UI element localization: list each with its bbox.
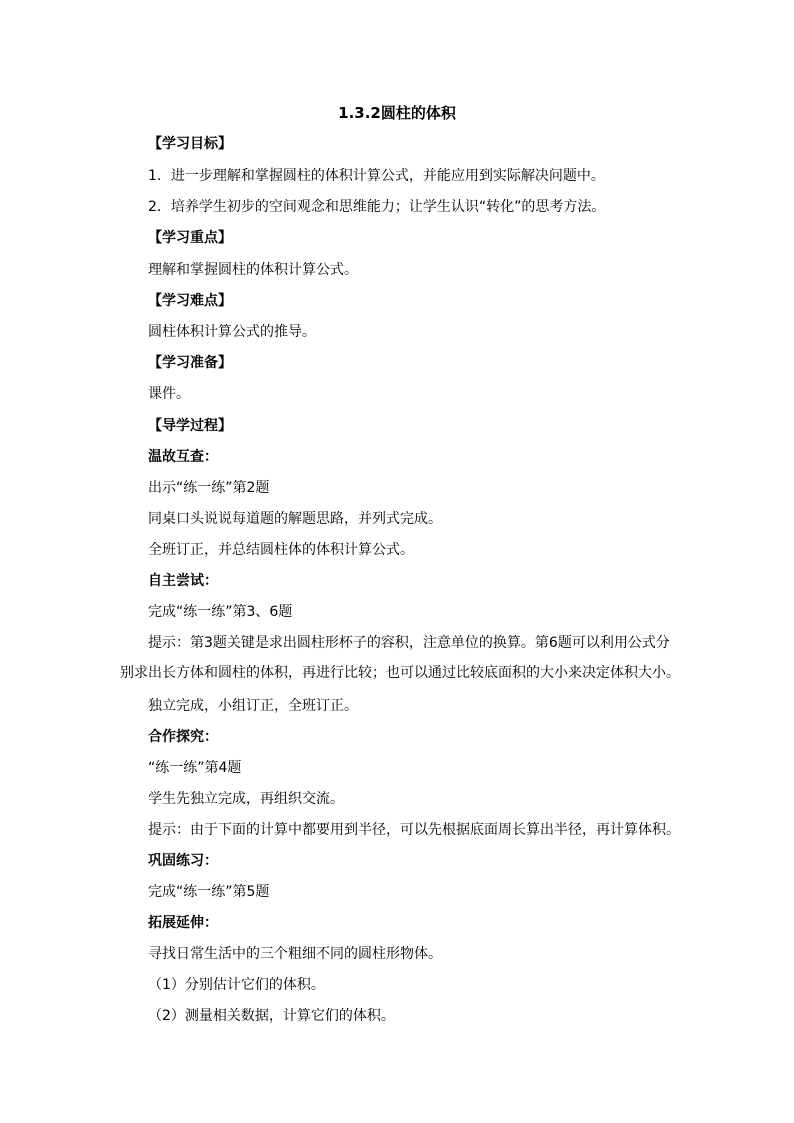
coop-heading: 合作探究： <box>148 729 218 745</box>
self-item-1: 完成“练一练”第3、6题 <box>148 604 293 620</box>
coop-hint: 提示：由于下面的计算中都要用到半径，可以先根据底面周长算出半径，再计算体积。 <box>148 822 680 838</box>
process-heading: 【导学过程】 <box>148 418 232 434</box>
review-item-1: 出示“练一练”第2题 <box>148 480 270 496</box>
extend-item-2: （1）分别估计它们的体积。 <box>148 977 325 993</box>
consol-item-1: 完成“练一练”第5题 <box>148 884 270 900</box>
self-item-3: 独立完成，小组订正，全班订正。 <box>148 698 358 714</box>
self-heading: 自主尝试： <box>148 573 218 589</box>
prep-text: 课件。 <box>148 386 190 402</box>
goal-heading: 【学习目标】 <box>148 136 232 152</box>
review-item-2: 同桌口头说说每道题的解题思路，并列式完成。 <box>148 511 442 527</box>
goal-item-2: 2．培养学生初步的空间观念和思维能力；让学生认识“转化”的思考方法。 <box>148 199 606 215</box>
review-heading: 温故互查： <box>148 449 218 465</box>
extend-heading: 拓展延伸： <box>148 915 218 931</box>
extend-item-1: 寻找日常生活中的三个粗细不同的圆柱形物体。 <box>148 946 442 962</box>
difficulty-text: 圆柱体积计算公式的推导。 <box>148 324 316 340</box>
key-text: 理解和掌握圆柱的体积计算公式。 <box>148 262 358 278</box>
extend-item-3: （2）测量相关数据，计算它们的体积。 <box>148 1008 395 1024</box>
self-hint: 提示：第3题关键是求出圆柱形杯子的容积，注意单位的换算。第6题可以利用公式分别求出长方体和圆柱的体积，再进行比较；也可以通过比较底面积的大小来决定体积大小。 <box>120 635 680 681</box>
review-item-3: 全班订正，并总结圆柱体的体积计算公式。 <box>148 542 414 558</box>
goal-item-1: 1．进一步理解和掌握圆柱的体积计算公式，并能应用到实际解决问题中。 <box>148 168 605 184</box>
prep-heading: 【学习准备】 <box>148 355 232 371</box>
key-heading: 【学习重点】 <box>148 230 232 246</box>
difficulty-heading: 【学习难点】 <box>148 293 232 309</box>
coop-item-1: “练一练”第4题 <box>148 760 242 776</box>
page-title: 1.3.2圆柱的体积 <box>338 104 456 122</box>
consol-heading: 巩固练习： <box>148 853 218 869</box>
coop-item-2: 学生先独立完成，再组织交流。 <box>148 791 344 807</box>
